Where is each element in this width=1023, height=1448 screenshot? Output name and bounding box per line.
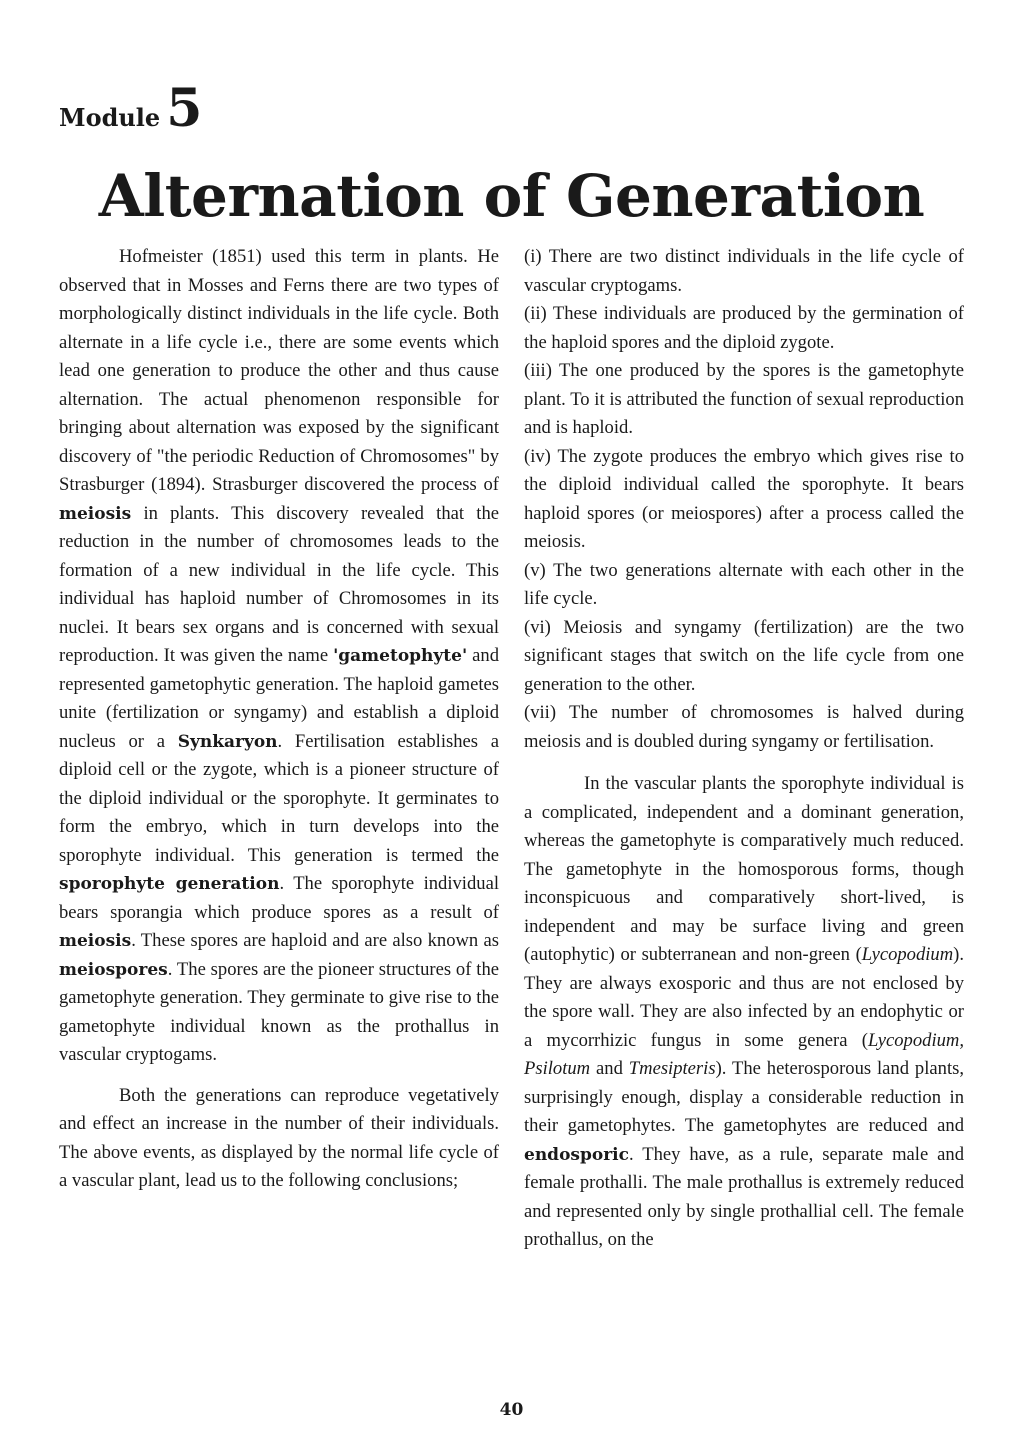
text-run: ). The heterosporous land plants, surprisingly enough, display a considerable reduction in their gametophytes. The gametophytes are reduced and xyxy=(524,1058,964,1136)
module-label: Module xyxy=(59,103,161,132)
page-number: 40 xyxy=(499,1400,524,1420)
bold-term: Synkaryon xyxy=(177,731,278,752)
left-column xyxy=(59,243,499,1196)
bold-term: meiosis xyxy=(59,503,132,524)
text-run: . The spores are the pioneer structures of the gametophyte generation. They germinate to give rise to the gametophyte individual known as the prothallus in vascular cryptogams. xyxy=(59,958,499,1065)
bold-term: endosporic xyxy=(524,1144,629,1165)
list-item: (iv) The zygote produces the embryo which gives rise to the diploid individual called the sporophyte. It bears haploid spores (or meiospores) after a process called the meiosis. xyxy=(524,445,964,552)
text-run: . Fertilisation establishes a diploid cell or the zygote, which is a pioneer structure of the diploid individual or the sporophyte. It germinates to form the embryo, which in turn develops into the sporophyte individual. This generation is termed the xyxy=(59,730,499,866)
module-number: 5 xyxy=(166,78,203,139)
page-title: Alternation of Generation xyxy=(98,162,925,230)
bold-term: meiosis xyxy=(59,931,132,951)
italic-term: Lycopodium xyxy=(861,944,954,965)
list-item: (ii) These individuals are produced by the germination of the haploid spores and the diploid zygote. xyxy=(524,303,964,353)
paragraph-conclusions-lead: Both the generations can reproduce vegetatively and effect an increase in the number of their individuals. The above events, as displayed by the normal life cycle of a vascular plant, lead us to the following conclusions; xyxy=(59,1084,499,1191)
text-run: . The sporophyte individual bears sporangia which produce spores as a result of xyxy=(59,873,499,923)
paragraph-vascular-plants xyxy=(524,770,964,1255)
text-run: and xyxy=(590,1058,629,1079)
text-run: ). They are always exosporic and thus are not enclosed by the spore wall. They are also infected by an endophytic or a mycorrhizic fungus in some genera ( xyxy=(524,944,964,1051)
text-run: . These spores are haploid and are also known as xyxy=(131,930,499,951)
bold-term: meiospores xyxy=(59,959,168,980)
text-run: In the vascular plants the sporophyte individual is a complicated, independent and a dominant generation, whereas the gametophyte is comparatively much reduced. The gametophyte in the homosporous forms, though inconspicuous and comparatively short-lived, is independent and may be surface living and green (autophytic) or subterranean and non-green ( xyxy=(524,773,964,965)
text-run: Hofmeister (1851) used this term in plants. He observed that in Mosses and Ferns there are two types of morphologically distinct individuals in the life cycle. Both alternate in a life cycle i.e., there are some events which lead one generation to produce the other and thus cause alternation. The actual phenomenon responsible for bringing about alternation was exposed by the significant discovery of "the periodic Reduction of Chromosomes" by Strasburger (1894). Strasburger discovered the process of xyxy=(59,246,499,495)
italic-term: Tmesipteris xyxy=(628,1058,716,1079)
list-item: (vii) The number of chromosomes is halved during meiosis and is doubled during syngamy or fertilisation. xyxy=(524,702,964,752)
list-item: (vi) Meiosis and syngamy (fertilization) are the two significant stages that switch on the life cycle from one generation to the other. xyxy=(524,616,964,695)
bold-term: 'gametophyte' xyxy=(333,646,468,666)
right-column xyxy=(524,243,964,1255)
list-item: (v) The two generations alternate with each other in the life cycle. xyxy=(524,559,964,609)
bold-term: sporophyte generation xyxy=(59,874,280,894)
paragraph-intro xyxy=(59,243,499,1070)
list-item: (i) There are two distinct individuals in the life cycle of vascular cryptogams. xyxy=(524,246,964,296)
list-item: (iii) The one produced by the spores is the gametophyte plant. To it is attributed the function of sexual reproduction and is haploid. xyxy=(524,360,964,438)
module-heading xyxy=(59,78,202,139)
text-run: and represented gametophytic generation. The haploid gametes unite (fertilization or syngamy) and establish a diploid nucleus or a xyxy=(59,645,499,752)
italic-term: Lycopodium, Psilotum xyxy=(524,1029,964,1079)
text-run: . They have, as a rule, separate male and female prothalli. The male prothallus is extremely reduced and represented only by single prothallial cell. The female prothallus, on the xyxy=(524,1143,964,1250)
text-run: in plants. This discovery revealed that the reduction in the number of chromosomes leads to the formation of a new individual in the life cycle. This individual has haploid number of Chromosomes in its nuclei. It bears sex organs and is concerned with sexual reproduction. It was given the name xyxy=(59,502,499,666)
